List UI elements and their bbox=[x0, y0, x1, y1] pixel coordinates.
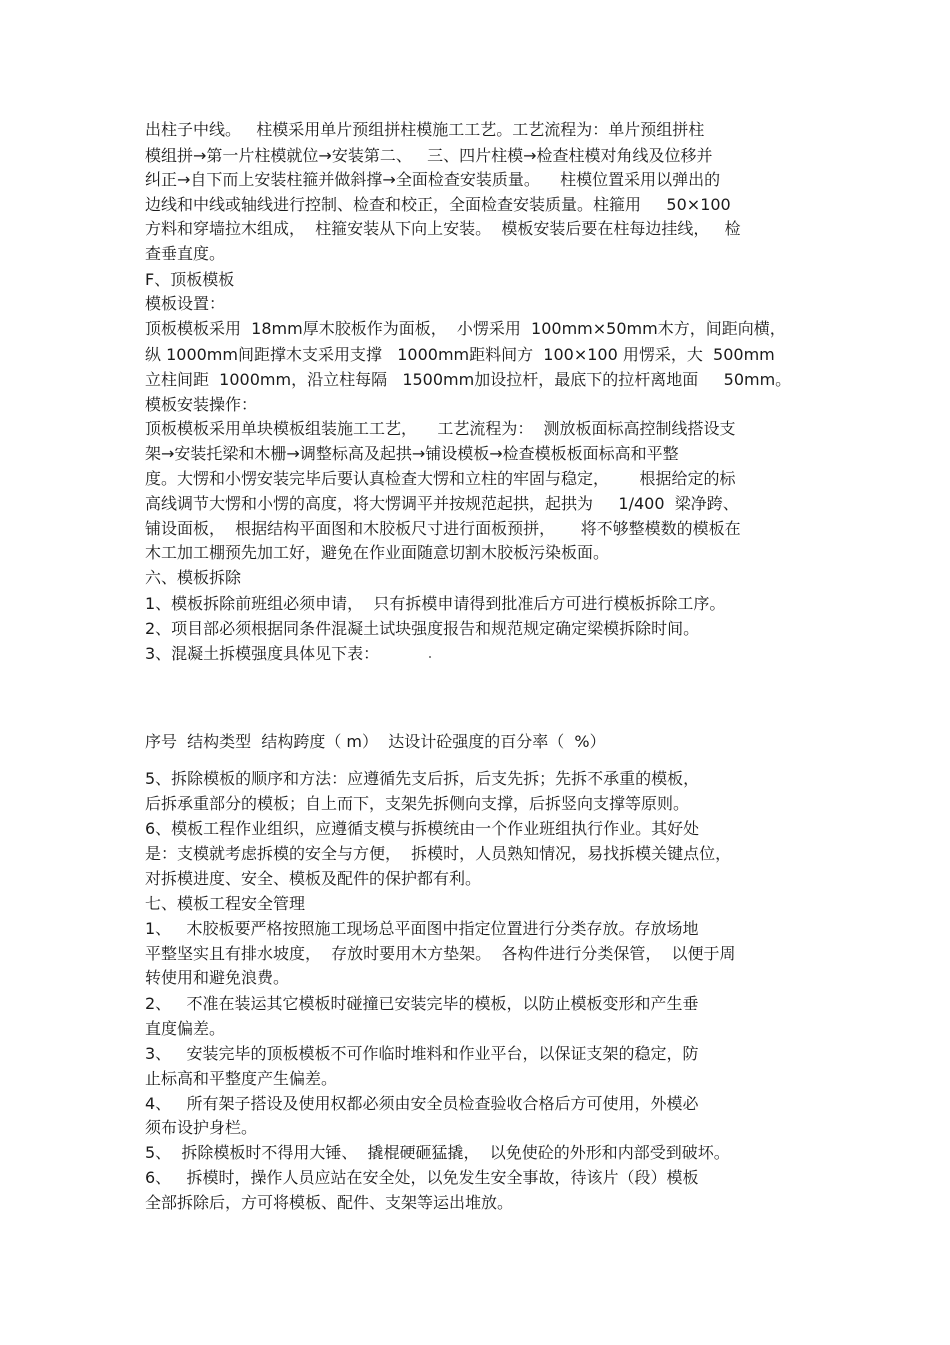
text-line: 全部拆除后，方可将模板、配件、支架等运出堆放。 bbox=[145, 1193, 514, 1212]
text-line: 边线和中线或轴线进行控制、检查和校正，全面检查安装质量。柱箍用 50×100 bbox=[145, 195, 731, 214]
text-line: 后拆承重部分的模板；自上而下，支架先拆侧向支撑，后拆竖向支撑等原则。 bbox=[145, 794, 690, 813]
section-heading: F、顶板模板 bbox=[145, 270, 235, 289]
text-line: 止标高和平整度产生偏差。 bbox=[145, 1069, 338, 1088]
list-item: 1、 木胶板要严格按照施工现场总平面图中指定位置进行分类存放。存放场地 bbox=[145, 919, 699, 938]
text-line: 对拆模进度、安全、模板及配件的保护都有利。 bbox=[145, 869, 482, 888]
text-line: 木工加工棚预先加工好，避免在作业面随意切割木胶板污染板面。 bbox=[145, 543, 610, 562]
text-line: 出柱子中线。 柱模采用单片预组拼柱模施工工艺。工艺流程为：单片预组拼柱 bbox=[145, 120, 705, 139]
text-line: 查垂直度。 bbox=[145, 244, 226, 263]
text-line: 须布设护身栏。 bbox=[145, 1118, 258, 1137]
text-line: 是：支模就考虑拆模的安全与方便， 拆模时，人员熟知情况，易找拆模关键点位， bbox=[145, 844, 732, 863]
list-item: 2、项目部必须根据同条件混凝土试块强度报告和规范规定确定梁模拆除时间。 bbox=[145, 619, 700, 638]
list-item: 3、 安装完毕的顶板模板不可作临时堆料和作业平台，以保证支架的稳定，防 bbox=[145, 1044, 699, 1063]
list-item: 6、模板工程作业组织，应遵循支模与拆模统由一个作业班组执行作业。其好处 bbox=[145, 819, 700, 838]
text-line: 直度偏差。 bbox=[145, 1019, 226, 1038]
list-item: 3、混凝土拆模强度具体见下表： bbox=[145, 644, 380, 663]
section-heading: 六、模板拆除 bbox=[145, 568, 242, 587]
table-header: 序号 结构类型 结构跨度（ m） 达设计砼强度的百分率（ %） bbox=[145, 732, 606, 751]
text-line: 架→安装托梁和木栅→调整标高及起拱→铺设模板→检查模板板面标高和平整 bbox=[145, 444, 679, 463]
text-line: 立柱间距 1000mm，沿立柱每隔 1500mm加设拉杆，最底下的拉杆离地面 50mm。 bbox=[145, 370, 792, 389]
list-item: 4、 所有架子搭设及使用权都必须由安全员检查验收合格后方可使用，外模必 bbox=[145, 1094, 699, 1113]
text-line: 铺设面板， 根据结构平面图和木胶板尺寸进行面板预拼， 将不够整模数的模板在 bbox=[145, 519, 741, 538]
text-line: 方料和穿墙拉木组成， 柱箍安装从下向上安装。 模板安装后要在柱每边挂线， 检 bbox=[145, 219, 741, 238]
subheading: 模板设置： bbox=[145, 294, 226, 313]
text-line: 顶板模板采用 18mm厚木胶板作为面板， 小愣采用 100mm×50mm木方，间距向横， bbox=[145, 319, 786, 338]
section-heading: 七、模板工程安全管理 bbox=[145, 894, 306, 913]
text-line: 模组拼→第一片柱模就位→安装第二、 三、四片柱模→检查柱模对角线及位移并 bbox=[145, 146, 713, 165]
list-item: 5、拆除模板的顺序和方法：应遵循先支后拆，后支先拆；先拆不承重的模板， bbox=[145, 769, 700, 788]
subheading: 模板安装操作： bbox=[145, 395, 258, 414]
text-line: 高线调节大愣和小愣的高度，将大愣调平并按规范起拱，起拱为 1/400 梁净跨、 bbox=[145, 494, 739, 513]
text-line: 转使用和避免浪费。 bbox=[145, 968, 290, 987]
text-line: 平整坚实且有排水坡度， 存放时要用木方垫架。 各构件进行分类保管， 以便于周 bbox=[145, 944, 736, 963]
text-line: 顶板模板采用单块模板组装施工工艺， 工艺流程为： 测放板面标高控制线搭设支 bbox=[145, 419, 736, 438]
list-item: 6、 拆模时，操作人员应站在安全处，以免发生安全事故，待该片（段）模板 bbox=[145, 1168, 699, 1187]
list-item: 2、 不准在装运其它模板时碰撞已安装完毕的模板，以防止模板变形和产生垂 bbox=[145, 994, 699, 1013]
stray-mark bbox=[429, 656, 431, 658]
text-line: 度。大愣和小愣安装完毕后要认真检查大愣和立柱的牢固与稳定， 根据给定的标 bbox=[145, 469, 736, 488]
text-line: 纠正→自下而上安装柱箍并做斜撑→全面检查安装质量。 柱模位置采用以弹出的 bbox=[145, 170, 721, 189]
list-item: 1、模板拆除前班组必须申请， 只有拆模申请得到批准后方可进行模板拆除工序。 bbox=[145, 594, 726, 613]
list-item: 5、 拆除模板时不得用大锤、 撬棍硬砸猛撬， 以免使砼的外形和内部受到破坏。 bbox=[145, 1143, 730, 1162]
text-line: 纵 1000mm间距撑木支采用支撑 1000mm距料间方 100×100 用愣采，大 500mm bbox=[145, 345, 775, 364]
